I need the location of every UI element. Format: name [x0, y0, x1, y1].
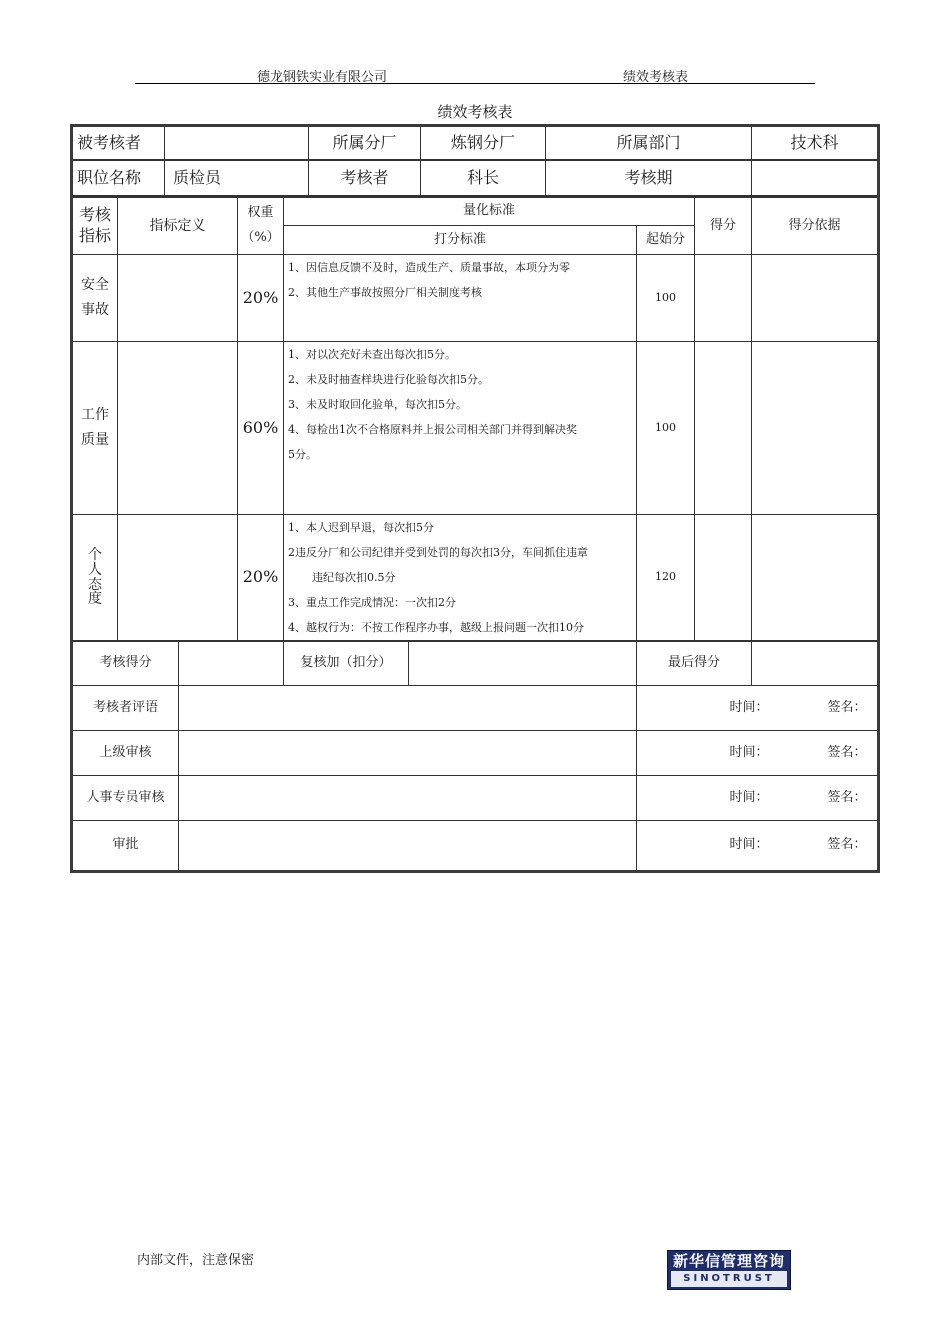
summary-review-value[interactable]	[409, 642, 636, 685]
row-base: 100	[655, 420, 676, 434]
summary-score-value[interactable]	[179, 642, 283, 685]
row-basis[interactable]	[752, 515, 877, 640]
header-rule	[135, 83, 815, 84]
logo-cn-text: 新华信管理咨询	[672, 1252, 785, 1270]
signoff-label: 上级审核	[99, 744, 152, 760]
criteria-line: 4、越权行为：不按工作程序办事，越级上报问题一次扣10分	[288, 621, 584, 634]
criteria-line: 3、重点工作完成情况：一次扣2分	[288, 596, 456, 609]
head-quant: 量化标准	[462, 203, 515, 219]
signoff-time-label: 时间：	[729, 744, 769, 760]
signoff-sign-label: 签名：	[827, 837, 867, 853]
header-company: 德龙钢铁实业有限公司	[257, 70, 388, 85]
vline	[283, 197, 284, 642]
signoff-comment[interactable]	[179, 776, 636, 820]
row-weight: 20%	[242, 287, 279, 307]
page-title: 绩效考核表	[437, 103, 513, 121]
dept-label: 所属部门	[616, 133, 681, 153]
head-weight: 权重 （%）	[241, 205, 280, 245]
criteria-line: 2、其他生产事故按照分厂相关制度考核	[288, 286, 482, 299]
criteria-line: 5分。	[288, 448, 317, 461]
signoff-label: 人事专员审核	[86, 789, 165, 805]
row-score[interactable]	[695, 255, 751, 341]
criteria-line: 2违反分厂和公司纪律并受到处罚的每次扣3分，车间抓住违章	[288, 546, 588, 559]
footer-note: 内部文件，注意保密	[137, 1253, 255, 1268]
head-definition: 指标定义	[149, 217, 206, 234]
criteria-line: 1、对以次充好未查出每次扣5分。	[288, 348, 456, 361]
summary-review-label: 复核加（扣分）	[300, 655, 392, 671]
row-basis[interactable]	[752, 342, 877, 514]
period-label: 考核期	[624, 167, 673, 187]
signoff-sign-label: 签名：	[827, 789, 867, 805]
row-base: 100	[655, 290, 676, 304]
signoff-time-label: 时间：	[729, 789, 769, 805]
criteria-line: 2、未及时抽查样块进行化验每次扣5分。	[288, 373, 489, 386]
row-weight: 60%	[242, 417, 279, 437]
position-label: 职位名称	[77, 167, 142, 187]
signoff-time-label: 时间：	[729, 837, 769, 853]
branch-value[interactable]: 炼钢分厂	[450, 133, 515, 153]
sinotrust-logo	[667, 1250, 791, 1290]
appraisee-label: 被考核者	[77, 133, 142, 153]
header-doc-name: 绩效考核表	[623, 70, 689, 85]
signoff-label: 审批	[112, 837, 139, 853]
summary-final-value[interactable]	[752, 642, 877, 685]
appraisee-value[interactable]	[165, 128, 308, 159]
criteria-line: 1、因信息反馈不及时，造成生产、质量事故，本项分为零	[288, 261, 570, 274]
appraiser-value[interactable]: 科长	[466, 167, 499, 187]
signoff-comment[interactable]	[179, 686, 636, 730]
row-criteria	[288, 342, 577, 467]
signoff-sign-label: 签名：	[827, 744, 867, 760]
criteria-line: 违纪每次扣0.5分	[312, 571, 396, 584]
criteria-line: 1、本人迟到早退，每次扣5分	[288, 521, 434, 534]
row-name: 个 人 态 度	[88, 547, 102, 608]
dept-value[interactable]: 技术科	[790, 133, 839, 153]
row-criteria	[288, 255, 570, 305]
row-basis[interactable]	[752, 255, 877, 341]
row-name: 工作 质量	[81, 406, 109, 448]
head-basis: 得分依据	[788, 217, 841, 233]
head-indicator: 考核 指标	[78, 205, 111, 245]
criteria-line: 4、每检出1次不合格原料并上报公司相关部门并得到解决奖	[288, 423, 577, 436]
appraiser-label: 考核者	[340, 167, 389, 187]
head-scoring: 打分标准	[433, 231, 486, 247]
vline	[117, 197, 118, 642]
row-name: 安全 事故	[81, 276, 109, 318]
signoff-label: 考核者评语	[92, 699, 158, 715]
summary-final-label: 最后得分	[667, 655, 720, 671]
head-base: 起始分	[645, 231, 685, 247]
branch-label: 所属分厂	[332, 133, 397, 153]
period-value[interactable]	[752, 161, 877, 195]
position-value[interactable]: 质检员	[173, 167, 222, 187]
logo-en-text: SINOTRUST	[671, 1271, 787, 1287]
head-score: 得分	[709, 217, 736, 233]
row-criteria	[288, 515, 588, 640]
row-score[interactable]	[695, 515, 751, 640]
row-base: 120	[655, 570, 676, 584]
summary-score-label: 考核得分	[99, 655, 152, 671]
criteria-line: 3、未及时取回化验单，每次扣5分。	[288, 398, 467, 411]
row-score[interactable]	[695, 342, 751, 514]
signoff-time-label: 时间：	[729, 699, 769, 715]
signoff-comment[interactable]	[179, 731, 636, 775]
signoff-sign-label: 签名：	[827, 699, 867, 715]
signoff-comment[interactable]	[179, 821, 636, 870]
row-weight: 20%	[242, 567, 279, 587]
